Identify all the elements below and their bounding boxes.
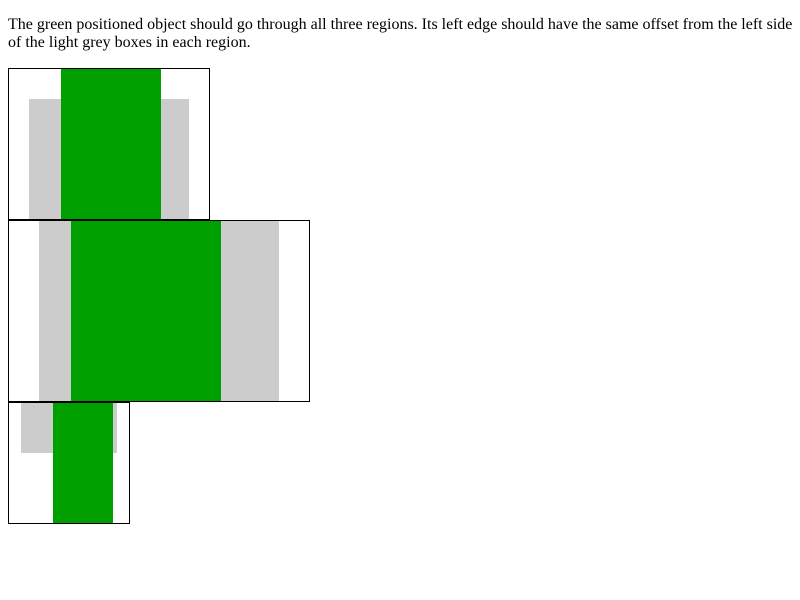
green-object-segment-1: [61, 69, 161, 219]
region-1: [8, 68, 210, 220]
region-2: [8, 220, 310, 402]
instruction-text: The green positioned object should go through all three regions. Its left edge should have the same offset from the left side of the light grey boxes in each region.: [8, 16, 793, 51]
green-object-segment-3: [53, 403, 113, 523]
green-object-segment-2: [71, 221, 221, 401]
region-3: [8, 402, 130, 524]
